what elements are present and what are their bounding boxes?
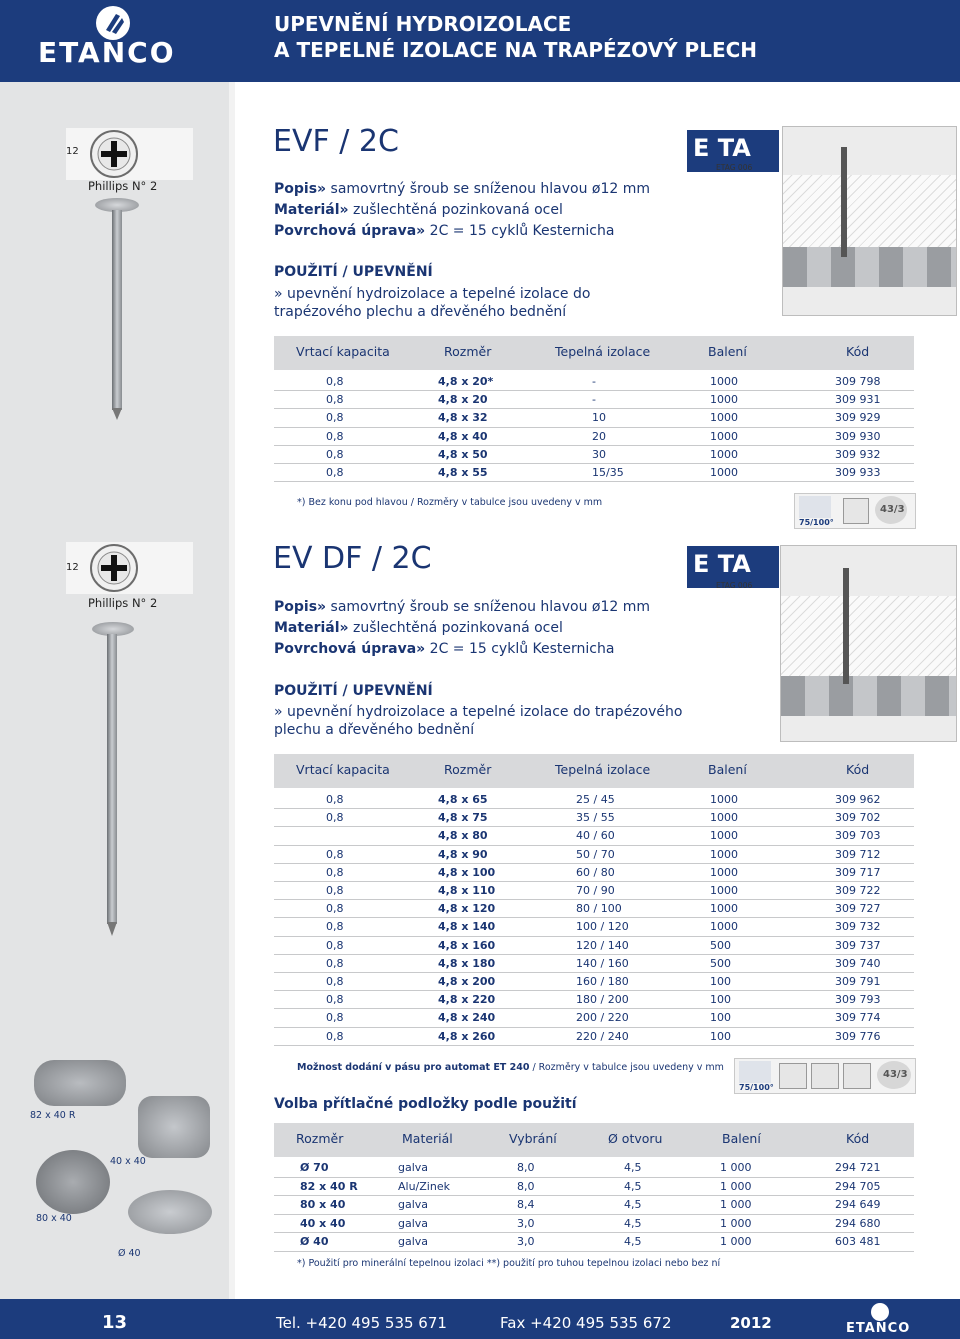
table-cell: 0,8 xyxy=(326,975,344,988)
surface-value: 2C = 15 cyklů Kesternicha xyxy=(429,223,615,239)
table-row xyxy=(274,937,914,955)
certification-seal-icon xyxy=(875,496,907,524)
robot-icon xyxy=(811,1063,839,1089)
page-title-line-1: UPEVNĚNÍ HYDROIZOLACE xyxy=(274,12,572,36)
table-cell: 1000 xyxy=(710,393,738,407)
col-header-insulation: Tepelná izolace xyxy=(555,762,651,777)
surface-line xyxy=(274,641,614,657)
table-cell: 309 774 xyxy=(835,1011,881,1025)
col-header-recess: Vybrání xyxy=(509,1131,557,1146)
table-row xyxy=(274,955,914,973)
table-cell: 0,8 xyxy=(326,429,344,443)
table-cell: 309 740 xyxy=(835,956,881,970)
washers-title: Volba přítlačné podložky podle použití xyxy=(274,1096,577,1112)
use-line-2: plechu a dřevěného bednění xyxy=(274,722,475,738)
table-row xyxy=(274,1028,914,1046)
table-cell: 1000 xyxy=(710,829,738,843)
col-header-insulation: Tepelná izolace xyxy=(555,344,651,359)
eota-mark: E TA xyxy=(693,550,751,578)
washer-label: Ø 40 xyxy=(118,1248,141,1259)
table-cell: 120 / 140 xyxy=(576,938,629,952)
table-cell: 309 727 xyxy=(835,902,881,916)
phillips-label: Phillips N° 2 xyxy=(88,179,158,193)
table-row xyxy=(274,373,914,391)
application-icons xyxy=(734,1058,916,1094)
phillips-badge xyxy=(66,128,193,180)
table-cell: 309 732 xyxy=(835,920,881,934)
table-cell: 1000 xyxy=(710,902,738,916)
col-header-capacity: Vrtací kapacita xyxy=(296,762,390,777)
table-cell: 20 xyxy=(592,429,606,443)
screw-tip-image xyxy=(112,408,122,420)
use-title: POUŽITÍ / UPEVNĚNÍ xyxy=(274,683,433,699)
table-cell: 40 / 60 xyxy=(576,829,615,843)
table-row xyxy=(274,864,914,882)
table-note xyxy=(297,1062,724,1073)
application-icons xyxy=(794,493,916,529)
table-header xyxy=(274,754,914,788)
page-footer xyxy=(0,1299,960,1339)
table-cell: 4,8 x 110 xyxy=(438,884,496,897)
table-cell: 30 xyxy=(592,447,606,461)
phillips-badge xyxy=(66,542,193,594)
screw-in-roof-icon xyxy=(843,568,849,684)
table-cell: 309 793 xyxy=(835,993,881,1007)
table-cell: 1 000 xyxy=(720,1235,752,1248)
table-cell: 8,0 xyxy=(517,1161,535,1174)
table-cell: 4,5 xyxy=(624,1179,642,1193)
washer-o40-image xyxy=(128,1190,212,1234)
table-cell: 8,0 xyxy=(517,1179,535,1193)
table-cell: 603 481 xyxy=(835,1235,881,1248)
slope-ratio-label: 75/100° xyxy=(739,1083,774,1092)
brand-logo-text: ETANCO xyxy=(38,36,176,69)
table-cell: 309 932 xyxy=(835,447,881,461)
table-cell: galva xyxy=(398,1235,429,1248)
table-cell: 100 xyxy=(710,1029,731,1043)
table-cell: 4,8 x 55 xyxy=(438,466,488,479)
table-cell: 1000 xyxy=(710,429,738,443)
popis-value: samovrtný šroub se sníženou hlavou ø12 mm xyxy=(330,599,651,615)
head-size-label: 12 xyxy=(66,562,79,573)
table-cell: 0,8 xyxy=(326,920,344,934)
footer-year: 2012 xyxy=(730,1314,772,1332)
table-cell: 100 xyxy=(710,975,731,988)
table-cell: 4,8 x 100 xyxy=(438,865,496,879)
table-cell: 4,8 x 220 xyxy=(438,993,496,1007)
note-bold: Možnost dodání v pásu pro automat ET 240 xyxy=(297,1062,530,1073)
table-row xyxy=(274,464,914,482)
popis-value: samovrtný šroub se sníženou hlavou ø12 mm xyxy=(330,181,651,197)
table-cell: 294 649 xyxy=(835,1198,881,1211)
table-cell: 4,8 x 120 xyxy=(438,902,496,916)
popis-label: Popis» xyxy=(274,181,327,197)
roof-assembly-illustration xyxy=(782,126,957,316)
col-header-size: Rozměr xyxy=(444,344,492,359)
table-cell: 0,8 xyxy=(326,811,344,825)
table-cell: 4,8 x 200 xyxy=(438,975,496,988)
table-cell: 309 798 xyxy=(835,375,881,388)
popis-line xyxy=(274,181,650,197)
table-cell: 0,8 xyxy=(326,1029,344,1043)
table-header xyxy=(274,336,914,370)
table-cell: 4,8 x 75 xyxy=(438,811,488,825)
table-row xyxy=(274,1009,914,1027)
table-cell: 0,8 xyxy=(326,466,344,479)
table-cell: 1000 xyxy=(710,920,738,934)
col-header-size: Rozměr xyxy=(444,762,492,777)
table-row xyxy=(274,882,914,900)
eota-mark: E TA xyxy=(693,134,751,162)
table-cell: 4,8 x 80 xyxy=(438,829,488,843)
table-row xyxy=(274,809,914,827)
table-cell: 1 000 xyxy=(720,1216,752,1230)
table-cell: 1000 xyxy=(710,811,738,825)
table-cell: 0,8 xyxy=(326,847,344,861)
table-cell: 3,0 xyxy=(517,1216,535,1230)
table-cell: 40 x 40 xyxy=(300,1216,346,1230)
washer-label: 80 x 40 xyxy=(36,1213,72,1224)
table-cell: 1000 xyxy=(710,884,738,897)
table-cell: 1 000 xyxy=(720,1161,752,1174)
table-cell: 0,8 xyxy=(326,1011,344,1025)
table-cell: 100 xyxy=(710,993,731,1007)
table-row xyxy=(274,428,914,446)
table-cell: 4,8 x 20* xyxy=(438,375,494,388)
table-cell: 309 791 xyxy=(835,975,881,988)
table-cell: 4,8 x 140 xyxy=(438,920,496,934)
etanco-logo-icon xyxy=(871,1303,889,1321)
use-title: POUŽITÍ / UPEVNĚNÍ xyxy=(274,264,433,280)
surface-label: Povrchová úprava» xyxy=(274,223,426,239)
roof-slope-icon xyxy=(739,1061,771,1083)
etanco-logo-icon xyxy=(96,6,130,40)
col-header-code: Kód xyxy=(846,344,870,359)
table-cell: 1000 xyxy=(710,411,738,425)
table-cell: 70 / 90 xyxy=(576,884,615,897)
washer-80x40-image xyxy=(36,1150,110,1214)
table-row xyxy=(274,973,914,991)
material-value: zušlechtěná pozinkovaná ocel xyxy=(353,202,563,218)
table-cell: 309 776 xyxy=(835,1029,881,1043)
eota-subtitle: ETAG 006 xyxy=(716,163,753,172)
table-row xyxy=(274,846,914,864)
page-number: 13 xyxy=(102,1312,128,1333)
screw-shaft-image xyxy=(107,634,117,924)
table-row xyxy=(274,1215,914,1234)
col-header-capacity: Vrtací kapacita xyxy=(296,344,390,359)
table-row xyxy=(274,791,914,809)
washer-label: 40 x 40 xyxy=(110,1156,146,1167)
product-title: EVF / 2C xyxy=(273,124,399,159)
table-row xyxy=(274,1196,914,1215)
table-cell: 4,5 xyxy=(624,1235,642,1248)
table-cell: 180 / 200 xyxy=(576,993,629,1007)
use-line-2: trapézového plechu a dřevěného bednění xyxy=(274,304,567,320)
table-row xyxy=(274,409,914,427)
table-cell: 0,8 xyxy=(326,902,344,916)
table-cell: 15/35 xyxy=(592,466,624,479)
table-cell: 309 717 xyxy=(835,865,881,879)
table-cell: 309 712 xyxy=(835,847,881,861)
seal-number: 43/3 xyxy=(883,1069,908,1080)
strip-icon xyxy=(843,1063,871,1089)
table-cell: 4,8 x 50 xyxy=(438,447,488,461)
table-cell: Ø 70 xyxy=(300,1161,329,1174)
popis-label: Popis» xyxy=(274,599,327,615)
table-cell: 100 / 120 xyxy=(576,920,629,934)
table-cell: 500 xyxy=(710,938,731,952)
material-label: Materiál» xyxy=(274,202,349,218)
table-cell: 1 000 xyxy=(720,1179,752,1193)
washers-note: *) Použití pro minerální tepelnou izolaci **) použití pro tuhou tepelnou izolaci nebo bez ní xyxy=(297,1258,721,1269)
certification-seal-icon xyxy=(877,1061,911,1089)
table-cell: 309 722 xyxy=(835,884,881,897)
table-cell: 294 680 xyxy=(835,1216,881,1230)
screw-shaft-image xyxy=(112,210,122,410)
table-cell: 309 929 xyxy=(835,411,881,425)
table-cell: 25 / 45 xyxy=(576,793,615,806)
drill-icon xyxy=(779,1063,807,1089)
table-row xyxy=(274,900,914,918)
table-cell: 0,8 xyxy=(326,884,344,897)
table-cell: 140 / 160 xyxy=(576,956,629,970)
table-cell: 294 721 xyxy=(835,1161,881,1174)
insulation-layer xyxy=(781,596,956,676)
table-cell: 160 / 180 xyxy=(576,975,629,988)
table-cell: 4,8 x 240 xyxy=(438,1011,496,1025)
table-cell: 4,8 x 160 xyxy=(438,938,496,952)
table-cell: 0,8 xyxy=(326,447,344,461)
table-cell: 500 xyxy=(710,956,731,970)
table-cell: 200 / 220 xyxy=(576,1011,629,1025)
strip-divider xyxy=(229,82,235,1299)
seal-number: 43/3 xyxy=(880,504,905,515)
table-cell: - xyxy=(592,375,596,388)
drill-icon xyxy=(843,498,869,524)
table-cell: - xyxy=(592,393,596,407)
table-cell: galva xyxy=(398,1216,429,1230)
table-cell: 4,8 x 180 xyxy=(438,956,496,970)
footer-phone: Tel. +420 495 535 671 xyxy=(276,1314,447,1332)
table-row xyxy=(274,1233,914,1252)
material-line xyxy=(274,202,563,218)
table-cell: 4,8 x 260 xyxy=(438,1029,496,1043)
table-cell: 309 703 xyxy=(835,829,881,843)
table-cell: 309 930 xyxy=(835,429,881,443)
phillips-label: Phillips N° 2 xyxy=(88,596,158,610)
material-label: Materiál» xyxy=(274,620,349,636)
table-cell: 8,4 xyxy=(517,1198,535,1211)
table-cell: 1 000 xyxy=(720,1198,752,1211)
table-cell: 0,8 xyxy=(326,993,344,1007)
table-cell: 309 702 xyxy=(835,811,881,825)
col-header-pack: Balení xyxy=(722,1131,761,1146)
table-cell: 309 962 xyxy=(835,793,881,806)
table-row xyxy=(274,446,914,464)
col-header-pack: Balení xyxy=(708,344,747,359)
table-cell: 80 x 40 xyxy=(300,1198,346,1211)
phillips-head-icon xyxy=(90,130,138,178)
popis-line xyxy=(274,599,650,615)
col-header-hole: Ø otvoru xyxy=(608,1131,663,1146)
table-cell: 1000 xyxy=(710,847,738,861)
table-cell: 4,8 x 90 xyxy=(438,847,488,861)
table-cell: 4,8 x 20 xyxy=(438,393,488,407)
table-cell: 80 / 100 xyxy=(576,902,622,916)
table-row xyxy=(274,1178,914,1197)
table-cell: 1000 xyxy=(710,447,738,461)
table-cell: 50 / 70 xyxy=(576,847,615,861)
surface-line xyxy=(274,223,614,239)
table-cell: 82 x 40 R xyxy=(300,1179,358,1193)
table-cell: 4,5 xyxy=(624,1198,642,1211)
table-cell: 1000 xyxy=(710,466,738,479)
screw-tip-image xyxy=(107,922,117,936)
use-line-1: » upevnění hydroizolace a tepelné izolace do trapézového xyxy=(274,704,683,720)
table-cell: 1000 xyxy=(710,865,738,879)
note-rest: / Rozměry v tabulce jsou uvedeny v mm xyxy=(529,1062,724,1073)
table-cell: 0,8 xyxy=(326,956,344,970)
footer-brand: ETANCO xyxy=(846,1321,911,1336)
table-cell: galva xyxy=(398,1161,429,1174)
table-cell: 4,8 x 65 xyxy=(438,793,488,806)
table-row xyxy=(274,1159,914,1178)
table-cell: 294 705 xyxy=(835,1179,881,1193)
table-cell: 4,8 x 32 xyxy=(438,411,488,425)
table-cell: 0,8 xyxy=(326,793,344,806)
table-cell: galva xyxy=(398,1198,429,1211)
table-header xyxy=(274,1123,914,1157)
table-cell: 4,5 xyxy=(624,1161,642,1174)
table-note: *) Bez konu pod hlavou / Rozměry v tabulce jsou uvedeny v mm xyxy=(297,497,603,508)
table-cell: 309 931 xyxy=(835,393,881,407)
trapezoid-sheet xyxy=(783,247,956,287)
insulation-layer xyxy=(783,175,956,247)
roof-slope-icon xyxy=(799,496,831,518)
table-cell: 0,8 xyxy=(326,865,344,879)
table-row xyxy=(274,827,914,845)
table-cell: 35 / 55 xyxy=(576,811,615,825)
page-title-line-2: A TEPELNÉ IZOLACE NA TRAPÉZOVÝ PLECH xyxy=(274,38,758,62)
table-cell: 1000 xyxy=(710,375,738,388)
table-cell: Alu/Zinek xyxy=(398,1179,450,1193)
table-cell: 4,8 x 40 xyxy=(438,429,488,443)
table-row xyxy=(274,391,914,409)
table-row xyxy=(274,991,914,1009)
col-header-size: Rozměr xyxy=(296,1131,344,1146)
screw-in-roof-icon xyxy=(841,147,847,257)
col-header-code: Kód xyxy=(846,762,870,777)
table-cell: 3,0 xyxy=(517,1235,535,1248)
washer-40x40-image xyxy=(138,1096,210,1158)
table-cell: 309 933 xyxy=(835,466,881,479)
table-cell: 60 / 80 xyxy=(576,865,615,879)
material-value: zušlechtěná pozinkovaná ocel xyxy=(353,620,563,636)
head-size-label: 12 xyxy=(66,146,79,157)
material-line xyxy=(274,620,563,636)
table-cell: 10 xyxy=(592,411,606,425)
col-header-pack: Balení xyxy=(708,762,747,777)
table-cell: Ø 40 xyxy=(300,1235,329,1248)
table-row xyxy=(274,918,914,936)
table-cell: 0,8 xyxy=(326,375,344,388)
table-cell: 220 / 240 xyxy=(576,1029,629,1043)
footer-fax: Fax +420 495 535 672 xyxy=(500,1314,672,1332)
surface-label: Povrchová úprava» xyxy=(274,641,426,657)
slope-ratio-label: 75/100° xyxy=(799,518,834,527)
table-cell: 309 737 xyxy=(835,938,881,952)
surface-value: 2C = 15 cyklů Kesternicha xyxy=(429,641,615,657)
phillips-head-icon xyxy=(90,544,138,592)
washer-82x40r-image xyxy=(34,1060,126,1106)
table-cell: 0,8 xyxy=(326,938,344,952)
table-cell: 4,5 xyxy=(624,1216,642,1230)
table-cell: 0,8 xyxy=(326,411,344,425)
roof-assembly-illustration xyxy=(780,545,957,742)
table-cell: 0,8 xyxy=(326,393,344,407)
table-cell: 100 xyxy=(710,1011,731,1025)
col-header-code: Kód xyxy=(846,1131,870,1146)
trapezoid-sheet xyxy=(781,676,956,716)
table-cell: 1000 xyxy=(710,793,738,806)
use-line-1: » upevnění hydroizolace a tepelné izolace do xyxy=(274,286,591,302)
col-header-material: Materiál xyxy=(402,1131,453,1146)
washer-label: 82 x 40 R xyxy=(30,1110,76,1121)
product-title: EV DF / 2C xyxy=(273,541,432,576)
eota-subtitle: ETAG 006 xyxy=(716,581,753,590)
